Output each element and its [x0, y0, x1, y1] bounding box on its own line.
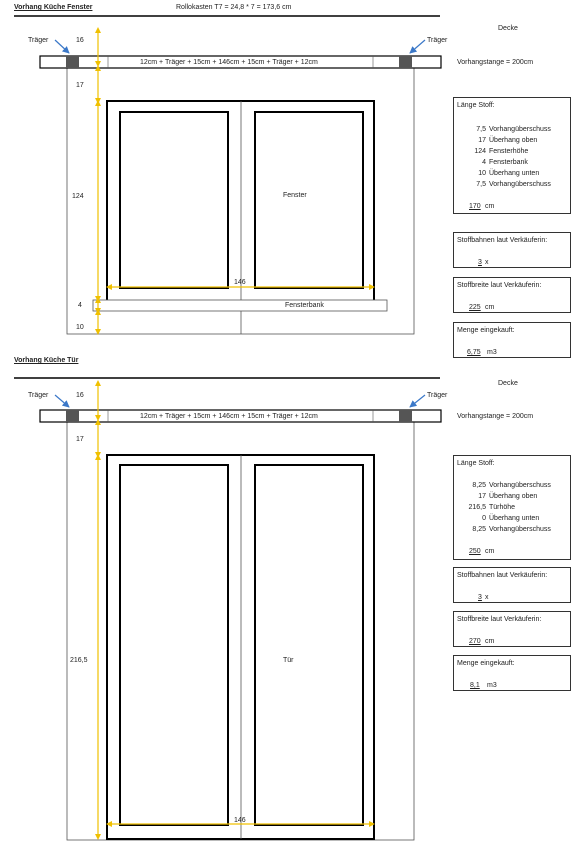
stoffbahnen-unit: x: [485, 259, 489, 266]
traeger-block-left-2: [66, 410, 79, 422]
traeger-block-right: [399, 56, 412, 68]
laenge-header: Länge Stoff:: [457, 102, 495, 109]
fensterbank-rect: [93, 300, 387, 311]
rail-text: 12cm + Träger + 15cm + 146cm + 15cm + Träger + 12cm: [140, 59, 318, 66]
section1-title: Vorhang Küche Fenster: [14, 4, 93, 11]
laenge-row-label: Fensterhöhe: [489, 148, 529, 155]
laenge-unit-2: cm: [485, 548, 495, 555]
decke-label: Decke: [498, 25, 518, 32]
section2-title: Vorhang Küche Tür: [14, 357, 79, 364]
stoffbahnen-value-2: 3: [478, 594, 482, 601]
rail-text-2: 12cm + Träger + 15cm + 146cm + 15cm + Träger + 12cm: [140, 413, 318, 420]
laenge-row-num: 17: [478, 137, 486, 144]
traeger-arrow-left-2: [55, 395, 69, 407]
stoffbahnen-box: [453, 232, 571, 268]
laenge-row-label: Fensterbank: [489, 159, 528, 166]
window-frame: [107, 101, 374, 301]
laenge-row-label-2: Vorhangüberschuss: [489, 482, 551, 489]
traeger-block-right-2: [399, 410, 412, 422]
traeger-arrow-right: [410, 40, 425, 53]
door-pane-left: [120, 465, 228, 825]
decke-label-2: Decke: [498, 380, 518, 387]
window-pane-left: [120, 112, 228, 288]
dim-label-17: 17: [76, 82, 84, 89]
dim-label-216: 216,5: [70, 657, 88, 664]
laenge-row-label: Vorhangüberschuss: [489, 126, 551, 133]
stoffbahnen-header-2: Stoffbahnen laut Verkäuferin:: [457, 572, 548, 579]
traeger-label-left: Träger: [28, 37, 49, 44]
laenge-row-label-2: Überhang oben: [489, 493, 538, 500]
fenster-label: Fenster: [283, 192, 307, 199]
stoffbreite-header: Stoffbreite laut Verkäuferin:: [457, 282, 542, 289]
laenge-row-num-2: 8,25: [472, 482, 486, 489]
dim-label-124: 124: [72, 193, 84, 200]
laenge-row-num: 7,5: [476, 126, 486, 133]
menge-box-2: [453, 655, 571, 691]
dim-label-16: 16: [76, 37, 84, 44]
traeger-arrow-left: [55, 40, 69, 53]
stoffbreite-box: [453, 277, 571, 313]
traeger-block-left: [66, 56, 79, 68]
laenge-total: 170: [469, 203, 481, 210]
laenge-total-2: 250: [469, 548, 481, 555]
stoffbahnen-box-2: [453, 567, 571, 603]
laenge-row-num-2: 17: [478, 493, 486, 500]
menge-box: [453, 322, 571, 358]
dim-label-146-2: 146: [234, 817, 246, 824]
menge-header: Menge eingekauft:: [457, 327, 515, 334]
laenge-row-label: Überhang unten: [489, 170, 540, 177]
menge-unit-2: m3: [487, 682, 497, 689]
traeger-label-right: Träger: [427, 37, 448, 44]
stoffbreite-value: 225: [469, 304, 481, 311]
laenge-unit: cm: [485, 203, 495, 210]
laenge-row-num-2: 0: [482, 515, 486, 522]
traeger-label-right-2: Träger: [427, 392, 448, 399]
laenge-row-num: 10: [478, 170, 486, 177]
traeger-label-left-2: Träger: [28, 392, 49, 399]
laenge-header-2: Länge Stoff:: [457, 460, 495, 467]
dim-label-146: 146: [234, 279, 246, 286]
dim-label-16-2: 16: [76, 392, 84, 399]
stoffbahnen-header: Stoffbahnen laut Verkäuferin:: [457, 237, 548, 244]
window-pane-right: [255, 112, 363, 288]
dim-label-17-2: 17: [76, 436, 84, 443]
dim-label-4: 4: [78, 302, 82, 309]
menge-unit: m3: [487, 349, 497, 356]
tuer-label: Tür: [283, 657, 294, 664]
stoffbahnen-unit-2: x: [485, 594, 489, 601]
laenge-row-num-2: 8,25: [472, 526, 486, 533]
rail-label: Vorhangstange = 200cm: [457, 59, 534, 66]
laenge-stoff-box: [453, 97, 571, 214]
laenge-row-num: 7,5: [476, 181, 486, 188]
laenge-row-label: Vorhangüberschuss: [489, 181, 551, 188]
door-pane-right: [255, 465, 363, 825]
laenge-row-label-2: Überhang unten: [489, 515, 540, 522]
traeger-arrow-right-2: [410, 395, 425, 407]
menge-value-2: 8,1: [470, 682, 480, 689]
stoffbreite-unit: cm: [485, 304, 495, 311]
laenge-row-label-2: Türhöhe: [489, 504, 516, 511]
laenge-stoff-box-2: [453, 455, 571, 560]
stoffbahnen-value: 3: [478, 259, 482, 266]
rollokasten-note: Rollokasten T7 = 24,8 * 7 = 173,6 cm: [176, 4, 292, 11]
dim-label-10: 10: [76, 324, 84, 331]
stoffbreite-header-2: Stoffbreite laut Verkäuferin:: [457, 616, 542, 623]
door-frame: [107, 455, 374, 839]
rail-label-2: Vorhangstange = 200cm: [457, 413, 534, 420]
stoffbreite-value-2: 270: [469, 638, 481, 645]
stoffbreite-box-2: [453, 611, 571, 647]
laenge-row-label: Überhang oben: [489, 137, 538, 144]
menge-header-2: Menge eingekauft:: [457, 660, 515, 667]
section2-drawing: [14, 378, 441, 840]
stoffbreite-unit-2: cm: [485, 638, 495, 645]
fensterbank-label: Fensterbank: [285, 302, 324, 309]
menge-value: 6,75: [467, 349, 481, 356]
laenge-row-num-2: 216,5: [468, 504, 486, 511]
laenge-row-num: 4: [482, 159, 486, 166]
laenge-row-num: 124: [474, 148, 486, 155]
laenge-row-label-2: Vorhangüberschuss: [489, 526, 551, 533]
